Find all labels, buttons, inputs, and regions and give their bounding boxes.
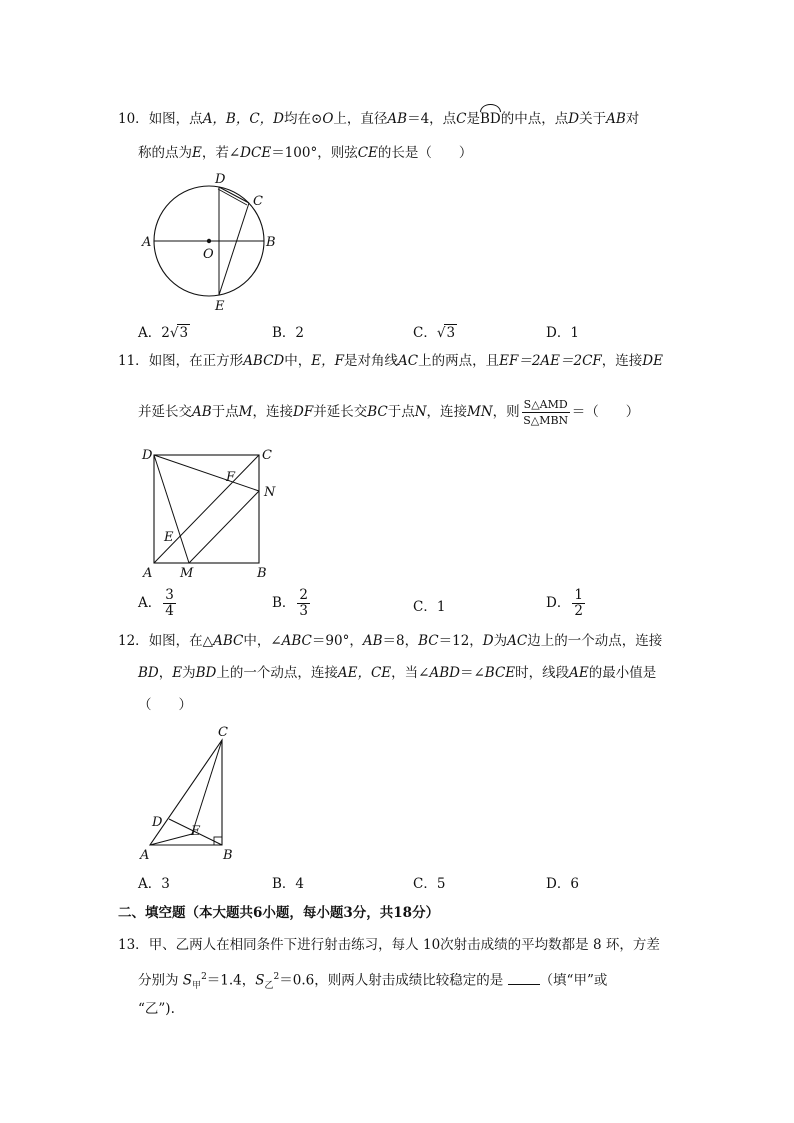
option-fraction bbox=[163, 588, 176, 619]
q10-text: 均在⊙ bbox=[284, 111, 323, 127]
label-e: E bbox=[164, 530, 174, 545]
q12-text: 边上的一个动点，连接 bbox=[527, 633, 663, 649]
q12-line3 bbox=[138, 696, 192, 714]
option-letter: D． bbox=[546, 876, 571, 892]
q10-c: C bbox=[456, 111, 467, 127]
q11-option-a[interactable] bbox=[138, 588, 178, 619]
q12-e: E bbox=[172, 665, 183, 681]
q12-text: ， bbox=[158, 665, 173, 681]
q11-equations: EF＝2AE＝2CF bbox=[499, 353, 602, 369]
chord-ce bbox=[219, 203, 249, 295]
q11-line2 bbox=[138, 397, 639, 428]
q10-text: 上，直径 bbox=[333, 111, 388, 127]
q11-df: DF bbox=[293, 404, 314, 420]
option-fraction bbox=[572, 588, 585, 619]
q13-sup: 2 bbox=[273, 972, 280, 982]
q12-text: ＝8， bbox=[382, 633, 419, 649]
option-value: 5 bbox=[436, 876, 446, 892]
q13-variance-s: S bbox=[255, 972, 265, 989]
q10-option-b[interactable] bbox=[272, 321, 304, 341]
q11-ac: AC bbox=[398, 353, 419, 369]
q11-abcd: ABCD bbox=[243, 353, 285, 369]
q12-abd: ABD bbox=[429, 665, 460, 681]
option-letter: A． bbox=[138, 325, 162, 341]
label-a: A bbox=[142, 235, 152, 250]
q11-n: N bbox=[414, 404, 427, 420]
label-d: D bbox=[152, 815, 163, 830]
q10-circle-figure bbox=[130, 168, 290, 318]
option-fraction bbox=[297, 588, 310, 619]
q12-number: 12． bbox=[118, 633, 149, 649]
q12-ab: AB bbox=[362, 633, 383, 649]
q12-bc: BC bbox=[418, 633, 439, 649]
q12-ac: AC bbox=[507, 633, 528, 649]
q10-text: 的中点，点 bbox=[500, 111, 569, 127]
fraction-denominator: S△MBN bbox=[523, 414, 569, 427]
q13-text: ＝1.4， bbox=[206, 972, 256, 989]
q11-text: ，连接 bbox=[601, 353, 643, 369]
q11-number: 11． bbox=[118, 353, 149, 369]
option-value: 1 bbox=[570, 325, 579, 341]
q13-text: 甲、乙两人在相同条件下进行射击练习，每人 10次射击成绩的平均数都是 8 环，方差 bbox=[148, 937, 660, 953]
q11-line1 bbox=[118, 352, 663, 370]
q12-text: ，当∠ bbox=[391, 665, 430, 681]
q13-text: ＝0.6，则两人射击成绩比较稳定的是 bbox=[279, 972, 504, 989]
q11-text: ，连接 bbox=[426, 404, 468, 420]
label-c: C bbox=[253, 194, 263, 209]
label-b: B bbox=[223, 848, 233, 863]
label-e: E bbox=[215, 299, 225, 314]
option-value: 1 bbox=[436, 599, 446, 615]
q10-line1 bbox=[118, 110, 639, 128]
fraction-denominator: 2 bbox=[574, 603, 583, 619]
fraction-numerator: 3 bbox=[165, 587, 174, 603]
q10-text: 对 bbox=[625, 111, 640, 127]
q12-text: ＝90°， bbox=[311, 633, 363, 649]
q12-text: 为 bbox=[493, 633, 508, 649]
q12-line1 bbox=[118, 632, 662, 650]
q13-variance-s: S bbox=[182, 972, 193, 989]
q13-line1 bbox=[118, 936, 660, 954]
label-c: C bbox=[218, 725, 228, 740]
option-letter: B． bbox=[272, 595, 296, 611]
q10-circle-o: O bbox=[322, 111, 334, 127]
label-a: A bbox=[140, 848, 150, 863]
q12-option-c[interactable] bbox=[413, 872, 445, 892]
option-value: 4 bbox=[295, 876, 305, 892]
q11-text: ，连接 bbox=[252, 404, 293, 420]
label-b: B bbox=[266, 235, 276, 250]
q13-sub-jia: 甲 bbox=[192, 981, 202, 992]
option-value: 3 bbox=[161, 876, 170, 892]
q10-text: 关于 bbox=[579, 111, 607, 127]
q10-ab2: AB bbox=[606, 111, 626, 127]
q10-arc-bd: BD bbox=[480, 111, 501, 127]
q11-ab: AB bbox=[192, 404, 212, 420]
center-dot bbox=[207, 239, 211, 243]
label-o: O bbox=[203, 247, 214, 262]
option-letter: D． bbox=[546, 325, 571, 341]
q10-line2 bbox=[138, 144, 472, 162]
q11-option-d[interactable] bbox=[546, 588, 587, 619]
q10-text: ＝100°，则弦 bbox=[271, 145, 358, 161]
q11-square-figure bbox=[138, 443, 288, 583]
q12-angle-abc: ABC bbox=[281, 633, 312, 649]
label-m: M bbox=[180, 566, 194, 581]
q11-option-c[interactable] bbox=[413, 595, 445, 615]
segment-dn bbox=[154, 455, 259, 491]
q12-d: D bbox=[482, 633, 494, 649]
q13-text: “乙”). bbox=[138, 1001, 175, 1017]
q12-option-b[interactable] bbox=[272, 872, 304, 892]
q10-e: E bbox=[192, 145, 202, 161]
label-e: E bbox=[191, 824, 201, 839]
fraction-denominator: 4 bbox=[165, 603, 174, 619]
label-b: B bbox=[257, 566, 267, 581]
segment-dm bbox=[154, 455, 189, 563]
label-f: F bbox=[226, 470, 236, 485]
q12-text: ＝12， bbox=[438, 633, 483, 649]
q13-sub-yi: 乙 bbox=[264, 981, 274, 992]
q10-text: ＝4，点 bbox=[407, 111, 457, 127]
q10-d: D bbox=[568, 111, 580, 127]
q10-text: ，若∠ bbox=[201, 145, 241, 161]
fraction-denominator: 3 bbox=[299, 603, 309, 619]
q10-number: 10． bbox=[118, 111, 149, 127]
q10-option-c[interactable]: C．√3 bbox=[413, 325, 456, 341]
q11-text: 是对角线 bbox=[344, 353, 398, 369]
label-n: N bbox=[264, 485, 276, 500]
q12-answer-paren: （ ） bbox=[138, 697, 192, 713]
q11-text: 中， bbox=[284, 353, 312, 369]
label-d: D bbox=[142, 448, 153, 463]
section-heading: 二、填空题（本大题共6小题，每小题3分，共18分） bbox=[118, 905, 440, 921]
q12-text: 中，∠ bbox=[243, 633, 282, 649]
option-value: 2 bbox=[295, 325, 305, 341]
q13-line2 bbox=[138, 968, 607, 995]
option-radicand: 3 bbox=[446, 325, 456, 341]
q10-text: 的长是（ ） bbox=[377, 145, 473, 161]
q10-points: A，B，C，D bbox=[202, 111, 285, 127]
q11-mn: MN bbox=[467, 404, 493, 420]
option-letter: D． bbox=[546, 595, 571, 611]
q10-ab: AB bbox=[387, 111, 408, 127]
q13-text: 分别为 bbox=[138, 972, 179, 989]
segment-dc bbox=[219, 187, 249, 203]
option-letter: A． bbox=[138, 876, 162, 892]
q11-option-b[interactable] bbox=[272, 588, 312, 619]
q11-text: 于点 bbox=[387, 404, 415, 420]
q12-text: 如图，在△ bbox=[148, 633, 214, 649]
q12-bd2: BD bbox=[195, 665, 217, 681]
q12-bce: BCE bbox=[484, 665, 516, 681]
q12-ae: AE bbox=[569, 665, 589, 681]
q11-bc: BC bbox=[367, 404, 388, 420]
option-value: 6 bbox=[570, 876, 579, 892]
q12-abc: ABC bbox=[213, 633, 244, 649]
q13-number: 13． bbox=[118, 937, 149, 953]
option-letter: C． bbox=[413, 325, 437, 341]
q11-text: 如图，在正方形 bbox=[148, 353, 244, 369]
q13-answer-blank[interactable] bbox=[508, 972, 540, 985]
option-letter: A． bbox=[138, 595, 162, 611]
q10-ce: CE bbox=[357, 145, 378, 161]
fraction-numerator: 2 bbox=[299, 587, 309, 603]
q11-text: 上的两点，且 bbox=[418, 353, 500, 369]
option-radicand: 3 bbox=[179, 325, 189, 341]
fraction-numerator: 1 bbox=[574, 587, 583, 603]
q10-dce: DCE bbox=[240, 145, 272, 161]
q11-text: ＝（ ） bbox=[571, 404, 640, 420]
label-a: A bbox=[143, 566, 153, 581]
q12-text: 上的一个动点，连接 bbox=[216, 665, 338, 681]
q11-m: M bbox=[238, 404, 253, 420]
q12-ae-ce: AE，CE bbox=[337, 665, 392, 681]
q12-text: 的最小值是 bbox=[588, 665, 657, 681]
q12-text: 为 bbox=[182, 665, 196, 681]
q13-sup: 2 bbox=[201, 972, 207, 982]
diagonal-ac bbox=[154, 455, 259, 563]
q10-option-d[interactable] bbox=[546, 321, 579, 341]
q13-text: （填“甲”或 bbox=[539, 972, 608, 989]
q12-triangle-figure bbox=[138, 722, 248, 867]
q12-bd: BD bbox=[138, 665, 159, 681]
q12-line2 bbox=[138, 664, 656, 682]
q12-option-a[interactable] bbox=[138, 872, 170, 892]
q11-ratio-fraction bbox=[522, 397, 570, 428]
option-letter: B． bbox=[272, 876, 296, 892]
q11-text: 于点 bbox=[211, 404, 239, 420]
segment-mn bbox=[189, 491, 259, 563]
q11-de: DE bbox=[642, 353, 663, 369]
q12-text: ＝∠ bbox=[459, 665, 485, 681]
segment-ce bbox=[192, 740, 222, 834]
q10-text: 称的点为 bbox=[138, 145, 192, 161]
q11-text: 并延长交 bbox=[138, 404, 192, 420]
label-d: D bbox=[215, 172, 226, 187]
option-value: 2 bbox=[161, 325, 170, 341]
option-letter: C． bbox=[413, 599, 437, 615]
q12-option-d[interactable] bbox=[546, 872, 579, 892]
q10-text: 如图，点 bbox=[148, 111, 203, 127]
q10-text: 是 bbox=[466, 111, 481, 127]
right-angle-mark bbox=[214, 837, 222, 845]
q13-line3 bbox=[138, 1000, 175, 1018]
q10-option-a[interactable]: A．2√3 bbox=[138, 325, 189, 341]
fraction-numerator: S△AMD bbox=[523, 398, 568, 411]
q11-text: 并延长交 bbox=[313, 404, 368, 420]
option-letter: C． bbox=[413, 876, 437, 892]
q12-text: 时，线段 bbox=[515, 665, 570, 681]
q11-text: ，则 bbox=[492, 404, 520, 420]
q11-ef: E，F bbox=[311, 353, 344, 369]
option-letter: B． bbox=[272, 325, 296, 341]
label-c: C bbox=[262, 448, 272, 463]
